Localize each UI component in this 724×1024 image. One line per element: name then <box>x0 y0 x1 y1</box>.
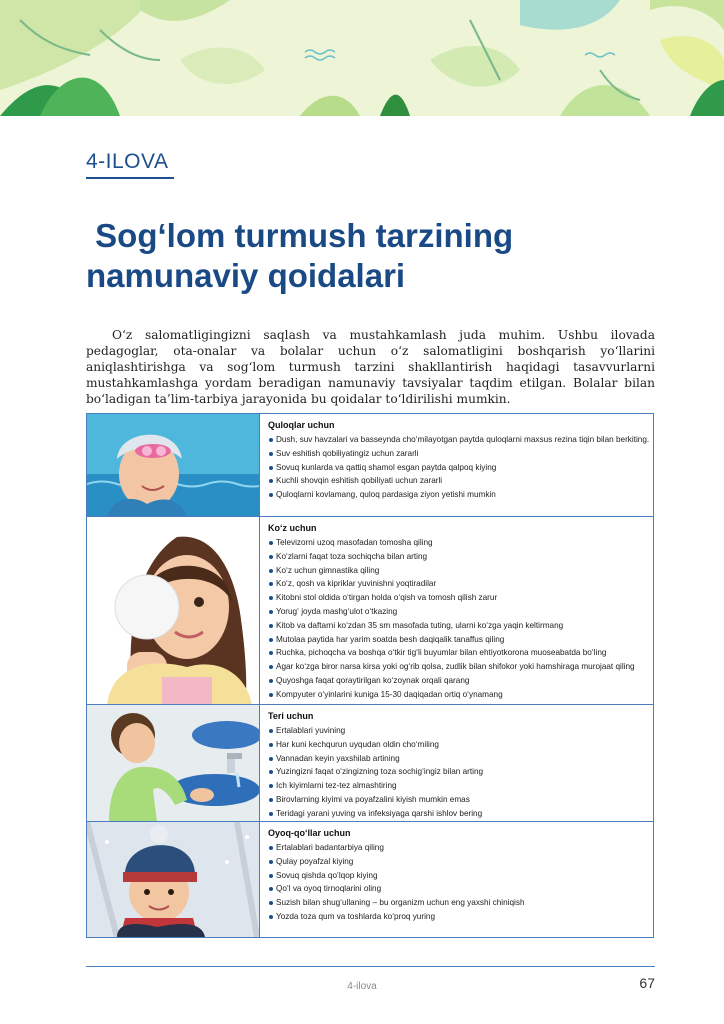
list-item: Ruchka, pichoqcha va boshqa o‘tkir tig‘li buyumlar bilan ehtiyotkorona muoseabatda bo‘ling <box>268 646 652 660</box>
section-title: Quloqlar uchun <box>268 420 335 430</box>
list-item: Ko‘zlarni faqat toza sochiqcha bilan arting <box>268 550 652 564</box>
page-title-line-1: Sog‘lom turmush tarzining <box>86 217 514 254</box>
list-item: Vannadan keyin yaxshilab artining <box>268 752 652 766</box>
list-item: Yorug‘ joyda mashg‘ulot o‘tkazing <box>268 605 652 619</box>
list-item: Yozda toza qum va toshlarda ko‘proq yuring <box>268 910 652 924</box>
list-item: Ertalablari yuvining <box>268 724 652 738</box>
list-item: Quyoshga faqat qoraytirilgan ko‘zoynak orqali qarang <box>268 674 652 688</box>
child-winter-clothes-photo <box>87 822 260 937</box>
list-item: Televizorni uzoq masofadan tomosha qiling <box>268 536 652 550</box>
footer-label: 4-ilova <box>347 981 377 992</box>
table-row-skin <box>87 705 653 822</box>
intro-paragraph: O‘z salomatligingizni saqlash va mustahkamlash juda muhim. Ushbu ilovada pedagoglar, ota-onalar va bolalar uchun o‘z salomatligini boshqarish yo‘llarini aniqlashtirishga va sog‘lom turmush tarzini shakllantirish haqidagi tasavvurlarni mustahkamlashga yordam beradigan namunaviy tavsiyalar taqdim etilgan. Bolalar bilan bo‘ladigan ta’lim-tarbiya jarayonida bu qoidalar to‘ldirilishi mumkin. <box>86 328 655 406</box>
page-title <box>86 216 646 296</box>
list-item: Dush, suv havzalari va basseynda cho‘milayotgan paytda quloqlarni maxsus rezina tiqin bilan berkiting. <box>268 433 652 447</box>
footer-divider <box>86 966 655 967</box>
section-limbs <box>268 827 652 924</box>
list-item: Sovuq kunlarda va qattiq shamol esgan paytda qalpoq kiying <box>268 461 652 475</box>
table-row-ears <box>87 414 653 517</box>
list-item: Suv eshitish qobiliyatingiz uchun zararli <box>268 447 652 461</box>
section-eyes <box>268 522 652 702</box>
list-item: Teridagi yarani yuving va infeksiyaga qarshi ishlov bering <box>268 807 652 821</box>
page-title-line-2: namunaviy qoidalari <box>86 257 406 294</box>
decorative-leaf-banner <box>0 0 724 116</box>
list-item: Quloqlarni kovlamang, quloq pardasiga ziyon yetishi mumkin <box>268 488 652 502</box>
section-title: Oyoq-qo‘llar uchun <box>268 828 351 838</box>
list-item: Birovlarning kiyimi va poyafzalini kiyish mumkin emas <box>268 793 652 807</box>
list-item: Har kuni kechqurun uyqudan oldin cho‘miling <box>268 738 652 752</box>
appendix-label: 4-ILOVA <box>86 150 169 173</box>
list-item: Qulay poyafzal kiying <box>268 855 652 869</box>
list-item: Qo‘l va oyoq tirnoqlarini oling <box>268 882 652 896</box>
list-item: Kitob va daftarni ko‘zdan 35 sm masofada tuting, ularni ko‘zga yaqin keltirmang <box>268 619 652 633</box>
list-item: Suzish bilan shug‘ullaning – bu organizm uchun eng yaxshi chiniqish <box>268 896 652 910</box>
section-title: Teri uchun <box>268 711 314 721</box>
list-item: Agar ko‘zga biror narsa kirsa yoki og‘rib qolsa, zudlik bilan shifokor yoki hamshiraga murojaat qiling <box>268 660 652 674</box>
page-number: 67 <box>639 975 655 991</box>
table-row-eyes <box>87 517 653 705</box>
list-item: Kompyuter o‘yinlarini kuniga 15-30 daqiqadan ortiq o‘ynamang <box>268 688 652 702</box>
list-item: Ich kiyimlarni tez-tez almashtiring <box>268 779 652 793</box>
list-item: Sovuq qishda qo‘lqop kiying <box>268 869 652 883</box>
list-item: Ko‘z, qosh va kipriklar yuvinishni yoqtiradilar <box>268 577 652 591</box>
list-item: Yuzingizni faqat o‘zingizning toza sochig‘ingiz bilan arting <box>268 765 652 779</box>
swimming-child-photo <box>87 414 260 516</box>
list-item: Mutolaa paytida har yarim soatda besh daqiqalik tanaffus qiling <box>268 633 652 647</box>
rule-list <box>268 841 652 924</box>
rules-table <box>86 413 654 938</box>
girl-eye-test-photo <box>87 517 260 704</box>
list-item: Kuchli shovqin eshitish qobiliyati uchun zararli <box>268 474 652 488</box>
list-item: Ertalablari badantarbiya qiling <box>268 841 652 855</box>
section-title: Ko‘z uchun <box>268 523 317 533</box>
section-skin <box>268 710 652 821</box>
rule-list <box>268 433 652 502</box>
rule-list <box>268 536 652 702</box>
boy-washing-hands-photo <box>87 705 260 821</box>
rule-list <box>268 724 652 821</box>
appendix-underline <box>86 177 174 179</box>
list-item: Kitobni stol oldida o‘tirgan holda o‘qish va tomosh qilish zarur <box>268 591 652 605</box>
section-ears <box>268 419 652 502</box>
list-item: Ko‘z uchun gimnastika qiling <box>268 564 652 578</box>
table-row-limbs <box>87 822 653 937</box>
